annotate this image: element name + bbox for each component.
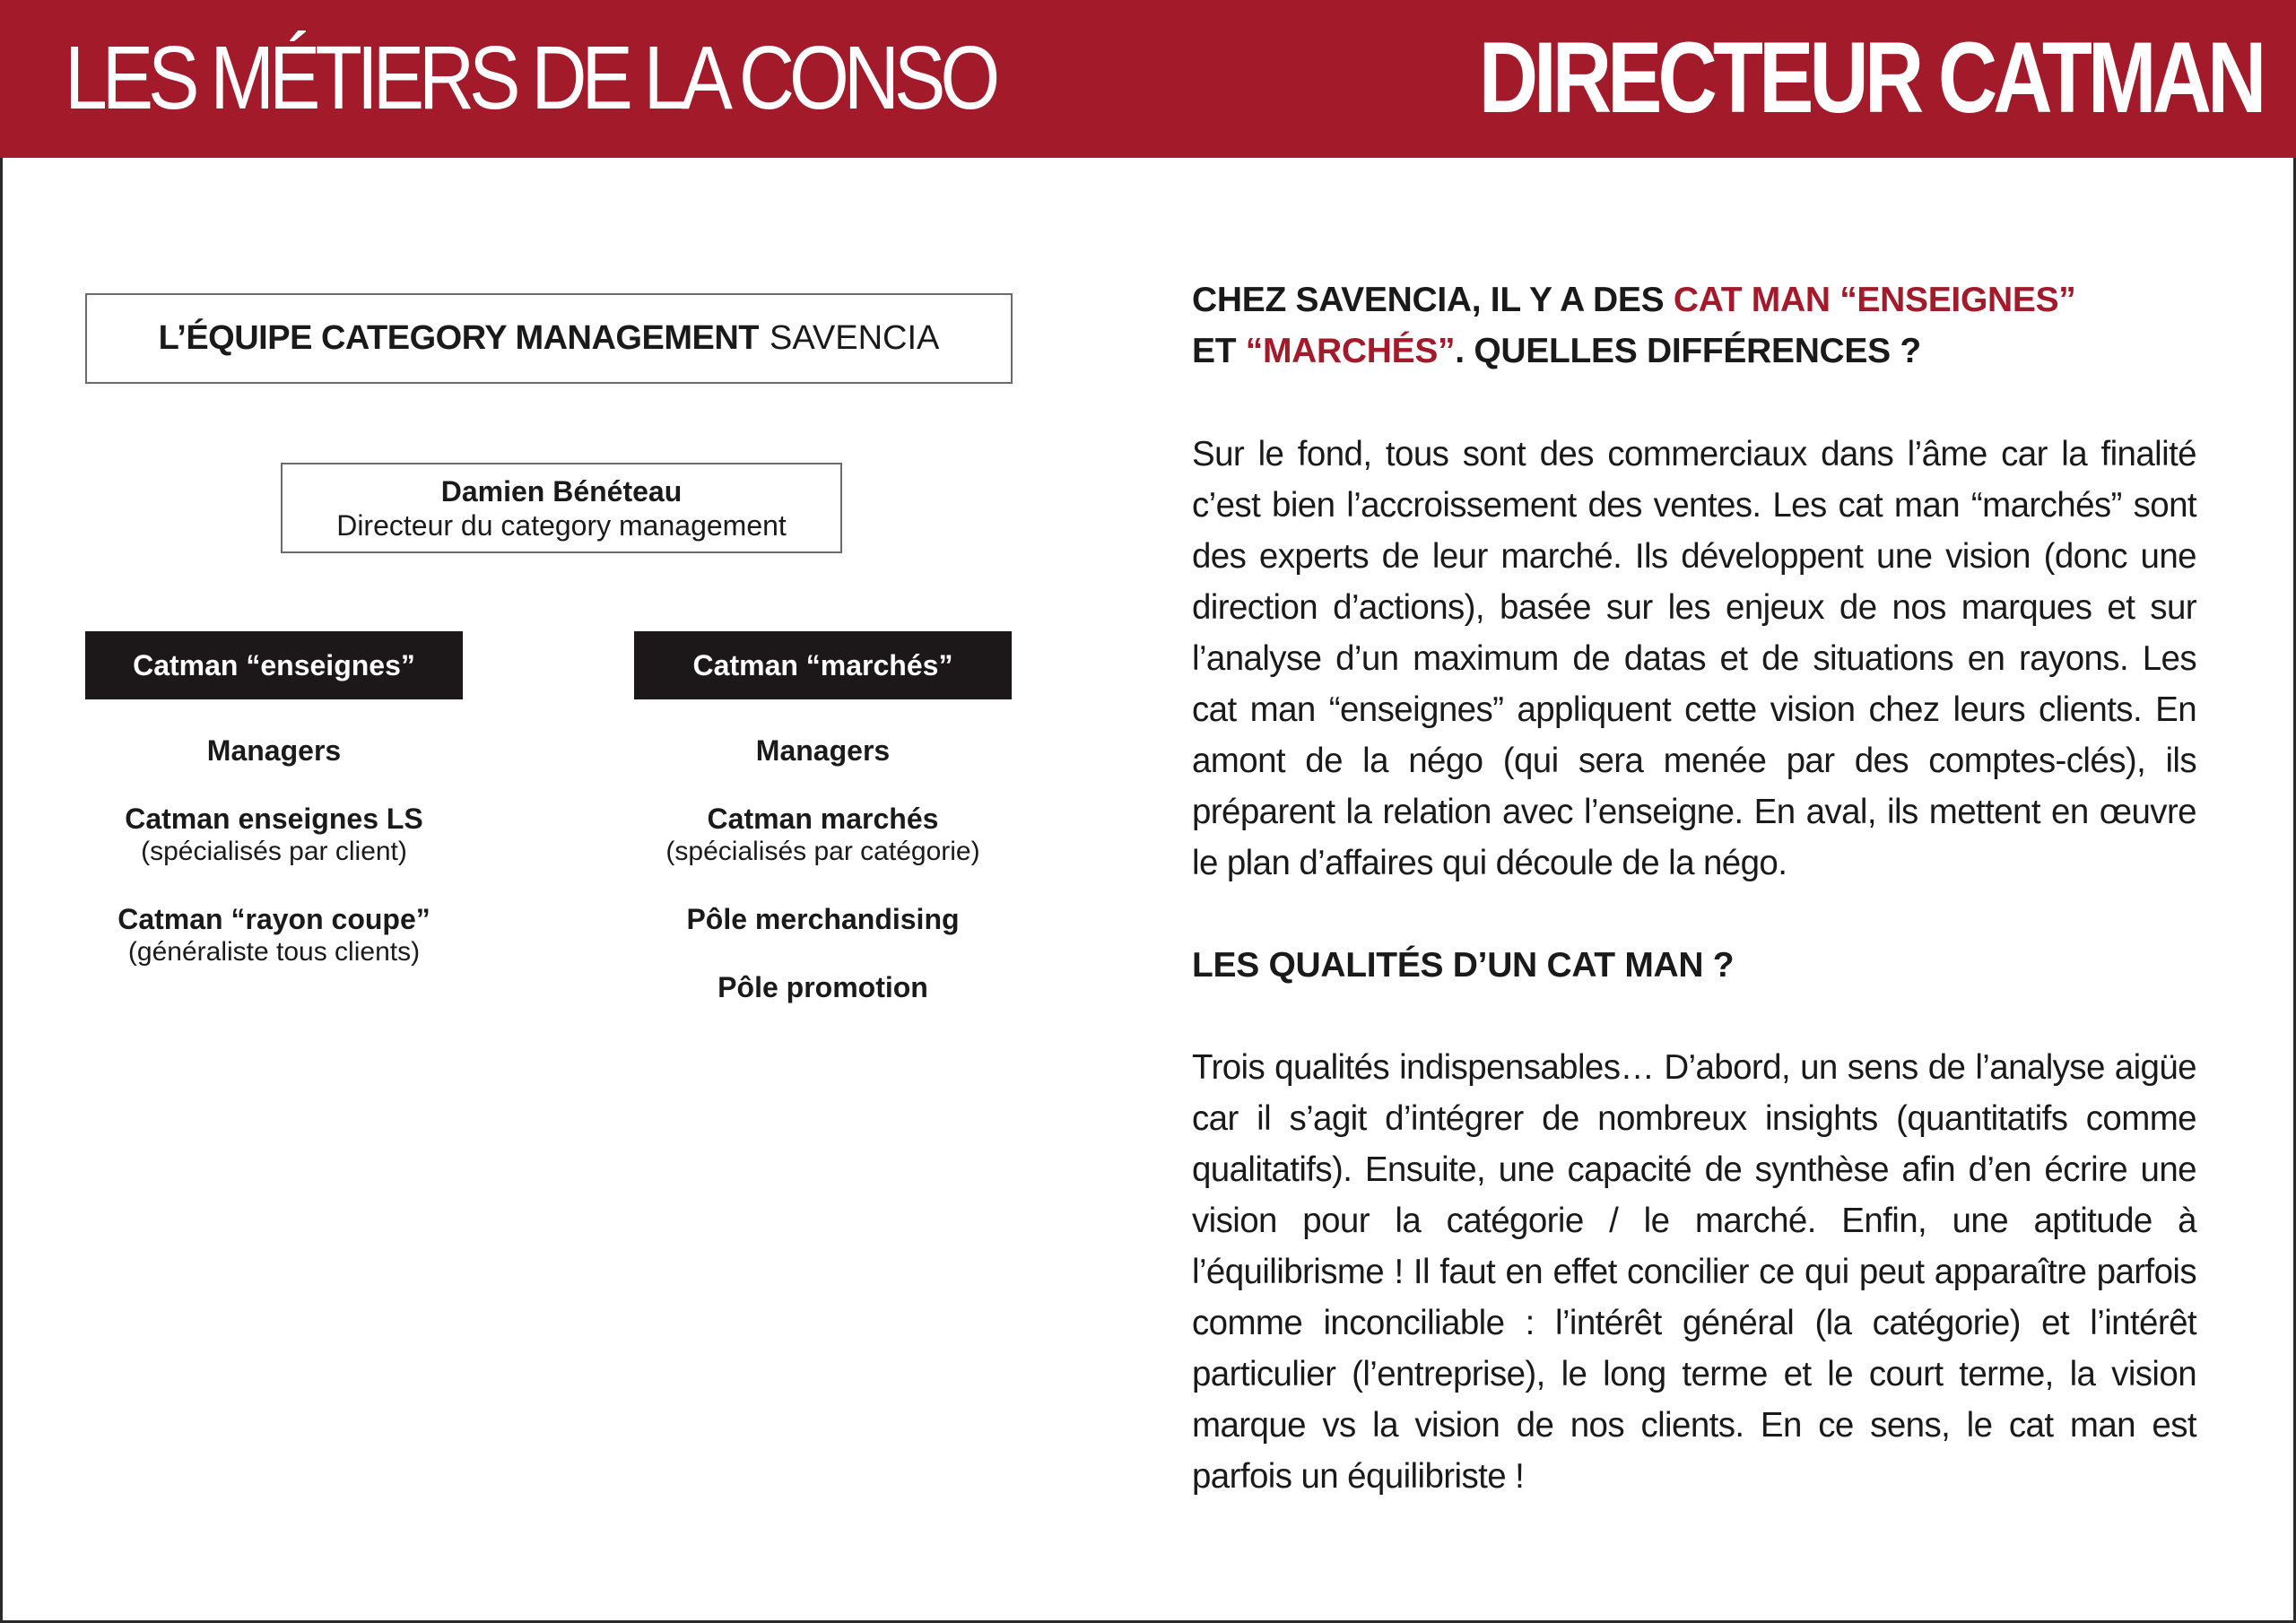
list-item — [634, 902, 1012, 936]
director-role: Directeur du category management — [336, 508, 787, 542]
director-box — [281, 463, 842, 553]
question-1-part-3: . QUELLES DIFFÉRENCES ? — [1455, 332, 1921, 370]
org-chart-title — [85, 293, 1013, 384]
list-item-title: Catman enseignes LS — [125, 803, 423, 835]
catman-enseignes-list — [85, 733, 463, 1002]
list-item-title: Managers — [206, 734, 342, 767]
list-item-title: Pôle promotion — [718, 971, 928, 1003]
catman-marches-heading: Catman “marchés” — [634, 631, 1012, 699]
list-item — [634, 733, 1012, 768]
question-heading-2: LES QUALITÉS D’UN CAT MAN ? — [1192, 946, 1735, 985]
org-chart-title-company: SAVENCIA — [770, 319, 940, 357]
list-item — [634, 970, 1012, 1004]
question-heading-1 — [1192, 274, 2196, 377]
job-title: DIRECTEUR CATMAN — [1478, 22, 2262, 134]
director-name: Damien Bénéteau — [440, 474, 683, 508]
question-1-accent-1: CAT MAN “ENSEIGNES” — [1673, 281, 2076, 319]
list-item — [85, 902, 463, 968]
list-item — [85, 733, 463, 768]
section-title: LES MÉTIERS DE LA CONSO — [65, 28, 996, 128]
catman-marches-list — [634, 733, 1012, 1038]
list-item — [634, 802, 1012, 868]
article-column — [1192, 274, 2196, 1502]
answer-paragraph-2: Trois qualités indispensables… D’abord, un sens de l’analyse aigüe car il s’agit d’intégrer de nombreux insights (quantitatifs comme qualitatifs). Ensuite, une capacité de synthèse afin d’en écrire une vision pour la catégorie / le marché. Enfin, une aptitude à l’équilibrisme ! Il faut en effet concilier ce qui peut apparaître parfois comme inconciliable : l’intérêt général (la catégorie) et l’intérêt particulier (l’entreprise), le long terme et le court terme, la vision marque vs la vision de nos clients. En ce sens, le cat man est parfois un équilibriste ! — [1192, 1048, 2196, 1496]
list-item-title: Catman “rayon coupe” — [117, 903, 430, 935]
list-item-title: Pôle merchandising — [686, 903, 960, 935]
list-item-subtitle: (généraliste tous clients) — [127, 937, 421, 967]
catman-enseignes-heading: Catman “enseignes” — [85, 631, 463, 699]
list-item-title: Catman marchés — [707, 803, 939, 835]
list-item-subtitle: (spécialisés par catégorie) — [665, 837, 980, 866]
question-1-part-1: CHEZ SAVENCIA, IL Y A DES — [1192, 281, 1674, 319]
list-item-subtitle: (spécialisés par client) — [141, 837, 407, 866]
org-chart-title-bold: L’ÉQUIPE CATEGORY MANAGEMENT — [158, 319, 759, 357]
header-banner — [0, 0, 2296, 158]
question-1-part-2: ET — [1192, 332, 1246, 370]
question-1-accent-2: “MARCHÉS” — [1245, 332, 1456, 370]
answer-paragraph-1: Sur le fond, tous sont des commerciaux dans l’âme car la finalité c’est bien l’accroissement des ventes. Les cat man “marchés” sont des experts de leur marché. Ils développent une vision (donc une direction d’actions), basée sur les enjeux de nos marques et sur l’analyse d’un maximum de datas et de situations en rayons. Les cat man “enseignes” appliquent cette vision chez leurs clients. En amont de la négo (qui sera menée par des comptes-clés), ils préparent la relation avec l’enseigne. En aval, ils mettent en œuvre le plan d’affaires qui découle de la négo. — [1192, 435, 2196, 882]
list-item-title: Managers — [755, 734, 891, 767]
list-item — [85, 802, 463, 868]
